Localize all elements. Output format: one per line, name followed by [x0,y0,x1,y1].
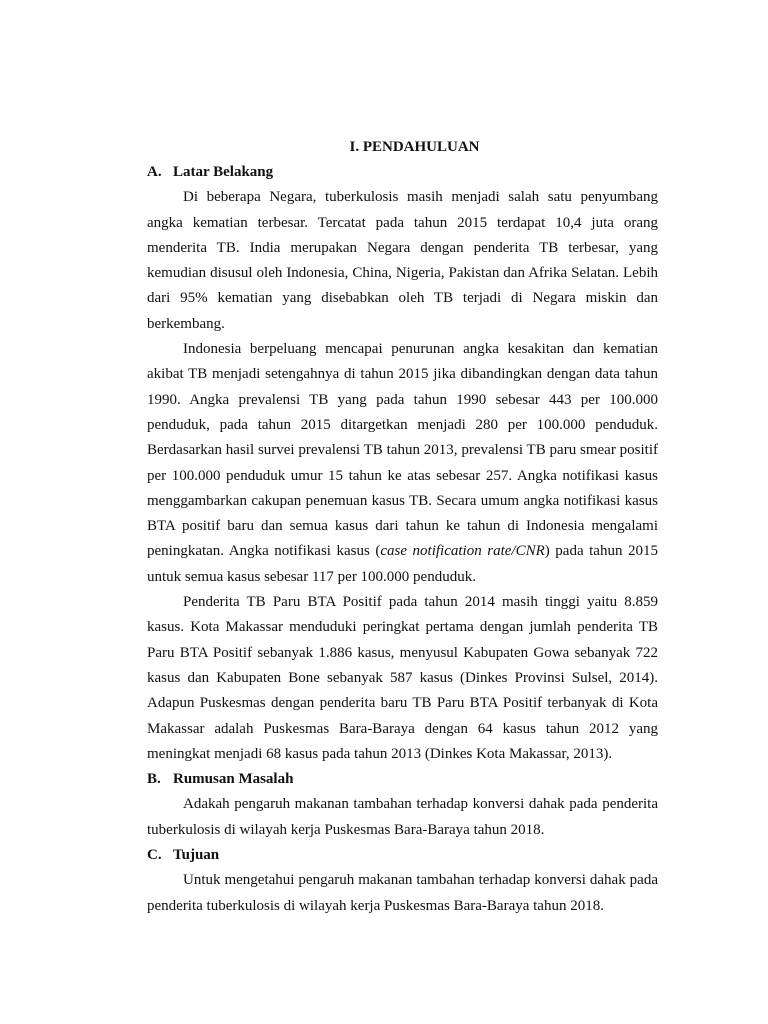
document-body [147,135,658,919]
paragraph: Adakah pengaruh makanan tambahan terhadap konversi dahak pada penderita tuberkulosis di wilayah kerja Puskesmas Bara-Baraya tahun 2018. [147,796,658,838]
section-letter: A. [147,164,162,180]
section-letter: C. [147,847,162,864]
chapter-title: I. PENDAHULUAN [349,139,480,155]
section-heading-rumusan-masalah [147,767,658,792]
section-heading-latar-belakang [147,160,658,185]
paragraph [147,337,658,590]
paragraph: Di beberapa Negara, tuberkulosis masih menjadi salah satu penyumbang angka kematian terbesar. Tercatat pada tahun 2015 terdapat 10,4 juta orang menderita TB. India merupakan Negara dengan penderita TB terbesar, yang kemudian disusul oleh Indonesia, China, Nigeria, Pakistan dan Afrika Selatan. Lebih dari 95% kematian yang disebabkan oleh TB terjadi di Negara miskin dan berkembang. [147,189,658,332]
italic-term: case notification rate/CNR [380,543,545,560]
section-title: Latar Belakang [173,164,274,180]
paragraph: Untuk mengetahui pengaruh makanan tambahan terhadap konversi dahak pada penderita tuberkulosis di wilayah kerja Puskesmas Bara-Baraya tahun 2018. [147,872,658,914]
paragraph-text: ) pada tahun 2015 untuk semua kasus sebesar 117 per 100.000 penduduk. [147,543,658,585]
section-title: Rumusan Masalah [173,771,294,788]
paragraph: Penderita TB Paru BTA Positif pada tahun 2014 masih tinggi yaitu 8.859 kasus. Kota Makassar menduduki peringkat pertama dengan jumlah penderita TB Paru BTA Positif sebanyak 1.886 kasus, menyusul Kabupaten Gowa sebanyak 722 kasus dan Kabupaten Bone sebanyak 587 kasus (Dinkes Provinsi Sulsel, 2014). Adapun Puskesmas dengan penderita baru TB Paru BTA Positif terbanyak di Kota Makassar adalah Puskesmas Bara-Baraya dengan 64 kasus tahun 2012 yang meningkat menjadi 68 kasus pada tahun 2013 (Dinkes Kota Makassar, 2013). [147,594,658,762]
paragraph-text: Indonesia berpeluang mencapai penurunan angka kesakitan dan kematian akibat TB menjadi setengahnya di tahun 2015 jika dibandingkan dengan data tahun 1990. Angka prevalensi TB yang pada tahun 1990 sebesar 443 per 100.000 penduduk, pada tahun 2015 ditargetkan menjadi 280 per 100.000 penduduk. Berdasarkan hasil survei prevalensi TB tahun 2013, prevalensi TB paru smear positif per 100.000 penduduk umur 15 tahun ke atas sebesar 257. Angka notifikasi kasus menggambarkan cakupan penemuan kasus TB. Secara umum angka notifikasi kasus BTA positif baru dan semua kasus dari tahun ke tahun di Indonesia mengalami peningkatan. Angka notifikasi kasus ( [147,341,658,560]
section-heading-tujuan [147,843,658,868]
section-letter: B. [147,771,161,788]
section-title: Tujuan [173,847,220,864]
